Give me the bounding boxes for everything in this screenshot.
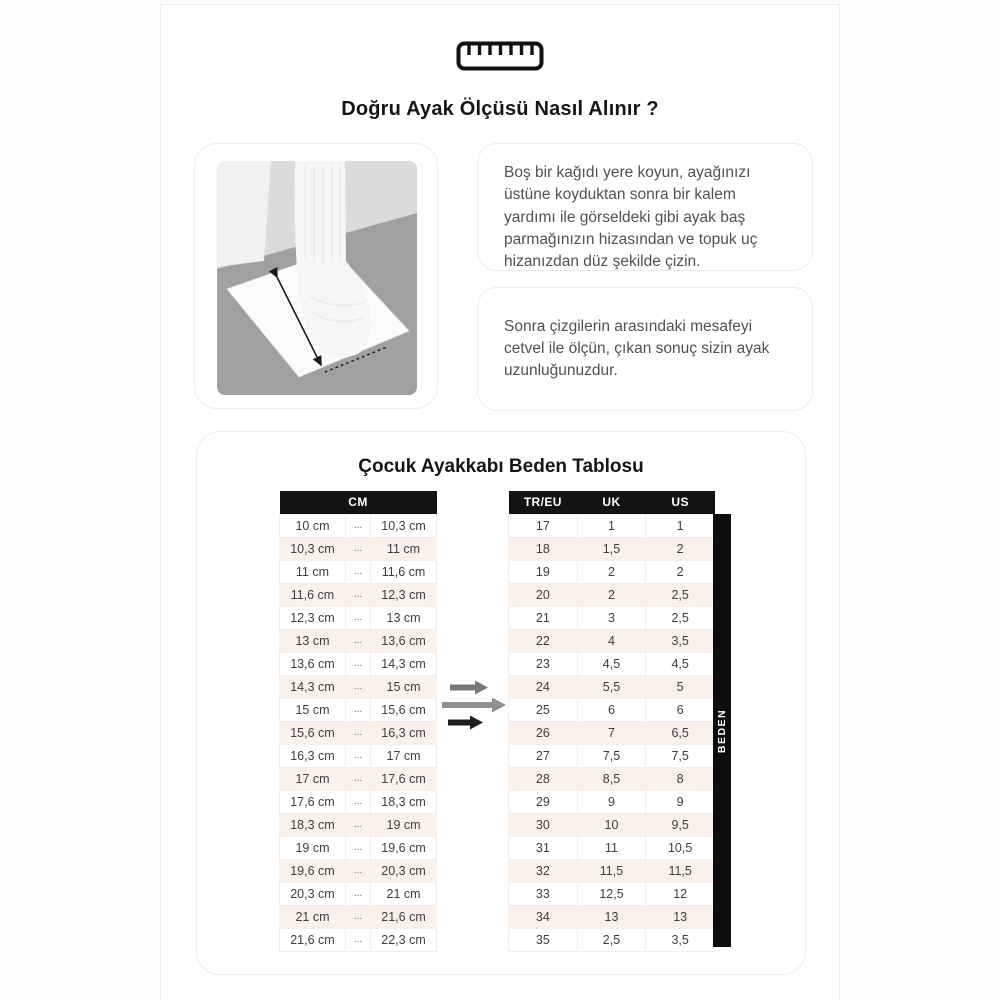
cm-value: 10 cm (280, 514, 346, 537)
cm-table-row (280, 514, 437, 537)
cm-value: 17,6 cm (371, 767, 437, 790)
size-value: 11 (577, 836, 646, 859)
cm-value: 19 cm (371, 813, 437, 836)
arrow-middle (442, 698, 506, 713)
cm-value: 15 cm (371, 675, 437, 698)
cm-value: 17,6 cm (280, 790, 346, 813)
cm-table-row (280, 537, 437, 560)
cm-value: 18,3 cm (371, 790, 437, 813)
cm-value: 21 cm (280, 905, 346, 928)
cm-value: 10,3 cm (371, 514, 437, 537)
instruction-box-2 (477, 287, 813, 411)
size-chart-title: Çocuk Ayakkabı Beden Tablosu (358, 456, 644, 477)
size-value: 11,5 (646, 859, 715, 882)
size-table-row (509, 721, 715, 744)
cm-separator: ... (345, 767, 370, 790)
cm-separator: ... (345, 928, 370, 951)
size-table-row (509, 859, 715, 882)
size-value: 3 (577, 606, 646, 629)
size-table-header-row (509, 491, 715, 514)
size-value: 6,5 (646, 721, 715, 744)
instruction-step2-text: Sonra çizgilerin arasındaki mesafeyi cetvel ile ölçün, çıkan sonuç sizin ayak uzunluğunuzdur. (504, 317, 770, 380)
cm-separator: ... (345, 560, 370, 583)
cm-value: 13,6 cm (280, 652, 346, 675)
cm-table-row (280, 744, 437, 767)
content-card (160, 4, 840, 1000)
cm-table-row (280, 928, 437, 951)
size-value: 13 (646, 905, 715, 928)
cm-table-row (280, 583, 437, 606)
arrows-icon (440, 675, 510, 735)
size-chart-card (196, 431, 806, 975)
size-table-header: TR/EU (509, 491, 578, 514)
cm-table-row (280, 836, 437, 859)
size-value: 13 (577, 905, 646, 928)
cm-separator: ... (345, 905, 370, 928)
cm-separator: ... (345, 629, 370, 652)
size-table-row (509, 767, 715, 790)
size-table-row (509, 652, 715, 675)
size-table-row (509, 928, 715, 951)
size-table-row (509, 675, 715, 698)
cm-value: 21,6 cm (371, 905, 437, 928)
cm-value: 15,6 cm (280, 721, 346, 744)
size-value: 32 (509, 859, 578, 882)
size-value: 2,5 (646, 583, 715, 606)
cm-table-row (280, 882, 437, 905)
cm-table-row (280, 698, 437, 721)
size-value: 5,5 (577, 675, 646, 698)
size-table-row (509, 813, 715, 836)
size-value: 4,5 (577, 652, 646, 675)
cm-value: 15 cm (280, 698, 346, 721)
size-value: 4 (577, 629, 646, 652)
cm-value: 11 cm (280, 560, 346, 583)
size-value: 29 (509, 790, 578, 813)
size-value: 9 (646, 790, 715, 813)
foot-measurement-photo (217, 161, 417, 395)
size-value: 9,5 (646, 813, 715, 836)
size-value: 31 (509, 836, 578, 859)
mapping-arrows (440, 675, 510, 740)
arrow-bottom (448, 716, 483, 730)
cm-separator: ... (345, 882, 370, 905)
size-value: 21 (509, 606, 578, 629)
size-value: 28 (509, 767, 578, 790)
foot-photo-illustration (217, 161, 417, 395)
size-value: 8 (646, 767, 715, 790)
ruler-icon-wrap (161, 41, 839, 76)
size-value: 6 (577, 698, 646, 721)
size-value: 34 (509, 905, 578, 928)
instruction-step1-text: Boş bir kağıdı yere koyun, ayağınızı üstüne koyduktan sonra bir kalem yardımı ile görseldeki gibi ayak baş parmağınızın hizasından ve topuk uç hizanızdan düz şekilde çizin. (504, 164, 758, 271)
size-value: 9 (577, 790, 646, 813)
cm-separator: ... (345, 859, 370, 882)
cm-table-row (280, 560, 437, 583)
size-value: 7,5 (646, 744, 715, 767)
size-table-row (509, 744, 715, 767)
ruler-icon (456, 41, 544, 71)
cm-value: 19,6 cm (371, 836, 437, 859)
cm-separator: ... (345, 813, 370, 836)
size-value: 3,5 (646, 928, 715, 951)
size-value: 10,5 (646, 836, 715, 859)
cm-separator: ... (345, 698, 370, 721)
cm-separator: ... (345, 652, 370, 675)
cm-table-row (280, 652, 437, 675)
cm-value: 17 cm (280, 767, 346, 790)
size-table-row (509, 790, 715, 813)
cm-value: 20,3 cm (371, 859, 437, 882)
size-table-row (509, 560, 715, 583)
cm-value: 12,3 cm (371, 583, 437, 606)
size-value: 19 (509, 560, 578, 583)
size-value: 1,5 (577, 537, 646, 560)
cm-value: 10,3 cm (280, 537, 346, 560)
size-table-row (509, 606, 715, 629)
size-value: 26 (509, 721, 578, 744)
cm-separator: ... (345, 836, 370, 859)
size-table-row (509, 905, 715, 928)
size-table-row (509, 698, 715, 721)
size-value: 25 (509, 698, 578, 721)
size-table-header: UK (577, 491, 646, 514)
size-value: 2 (577, 583, 646, 606)
size-value: 8,5 (577, 767, 646, 790)
size-value: 6 (646, 698, 715, 721)
cm-value: 17 cm (371, 744, 437, 767)
cm-table (279, 491, 437, 952)
size-value: 12 (646, 882, 715, 905)
cm-value: 14,3 cm (280, 675, 346, 698)
cm-value: 21 cm (371, 882, 437, 905)
size-value: 2 (577, 560, 646, 583)
cm-separator: ... (345, 744, 370, 767)
size-conversion-table (508, 491, 715, 952)
foot-photo-card (194, 143, 438, 409)
size-value: 35 (509, 928, 578, 951)
size-value: 5 (646, 675, 715, 698)
size-table-header: US (646, 491, 715, 514)
cm-value: 11,6 cm (280, 583, 346, 606)
cm-table-row (280, 859, 437, 882)
cm-value: 21,6 cm (280, 928, 346, 951)
cm-value: 13,6 cm (371, 629, 437, 652)
instruction-box-1 (477, 143, 813, 271)
cm-value: 11 cm (371, 537, 437, 560)
cm-value: 20,3 cm (280, 882, 346, 905)
cm-table-row (280, 790, 437, 813)
cm-value: 12,3 cm (280, 606, 346, 629)
cm-value: 11,6 cm (371, 560, 437, 583)
size-value: 2,5 (577, 928, 646, 951)
cm-value: 16,3 cm (280, 744, 346, 767)
cm-separator: ... (345, 583, 370, 606)
size-table-row (509, 537, 715, 560)
cm-table-row (280, 905, 437, 928)
cm-table-body (280, 514, 437, 951)
cm-value: 15,6 cm (371, 698, 437, 721)
size-value: 33 (509, 882, 578, 905)
cm-separator: ... (345, 537, 370, 560)
cm-table-row (280, 813, 437, 836)
cm-table-row (280, 721, 437, 744)
cm-separator: ... (345, 790, 370, 813)
cm-value: 19,6 cm (280, 859, 346, 882)
size-value: 10 (577, 813, 646, 836)
size-value: 23 (509, 652, 578, 675)
size-value: 20 (509, 583, 578, 606)
size-value: 22 (509, 629, 578, 652)
size-value: 12,5 (577, 882, 646, 905)
cm-value: 16,3 cm (371, 721, 437, 744)
size-table-row (509, 629, 715, 652)
size-value: 1 (577, 514, 646, 537)
cm-separator: ... (345, 675, 370, 698)
size-table-row (509, 836, 715, 859)
size-value: 1 (646, 514, 715, 537)
cm-table-row (280, 767, 437, 790)
cm-value: 22,3 cm (371, 928, 437, 951)
size-value: 24 (509, 675, 578, 698)
size-value: 3,5 (646, 629, 715, 652)
size-table-row (509, 514, 715, 537)
page-title: Doğru Ayak Ölçüsü Nasıl Alınır ? (341, 98, 659, 120)
cm-value: 19 cm (280, 836, 346, 859)
size-table-body (509, 514, 715, 951)
size-value: 7,5 (577, 744, 646, 767)
beden-side-bar (713, 514, 731, 947)
cm-separator: ... (345, 721, 370, 744)
cm-table-header: CM (280, 491, 437, 514)
cm-value: 13 cm (371, 606, 437, 629)
size-value: 4,5 (646, 652, 715, 675)
beden-label: BEDEN (716, 708, 729, 753)
cm-value: 18,3 cm (280, 813, 346, 836)
cm-table-row (280, 606, 437, 629)
cm-separator: ... (345, 514, 370, 537)
size-value: 27 (509, 744, 578, 767)
cm-table-row (280, 675, 437, 698)
cm-value: 14,3 cm (371, 652, 437, 675)
size-table-row (509, 583, 715, 606)
size-value: 2,5 (646, 606, 715, 629)
cm-value: 13 cm (280, 629, 346, 652)
size-value: 17 (509, 514, 578, 537)
size-value: 30 (509, 813, 578, 836)
cm-separator: ... (345, 606, 370, 629)
size-value: 11,5 (577, 859, 646, 882)
size-value: 7 (577, 721, 646, 744)
size-table-row (509, 882, 715, 905)
cm-table-row (280, 629, 437, 652)
size-value: 2 (646, 560, 715, 583)
size-value: 18 (509, 537, 578, 560)
size-value: 2 (646, 537, 715, 560)
arrow-top (450, 681, 488, 695)
